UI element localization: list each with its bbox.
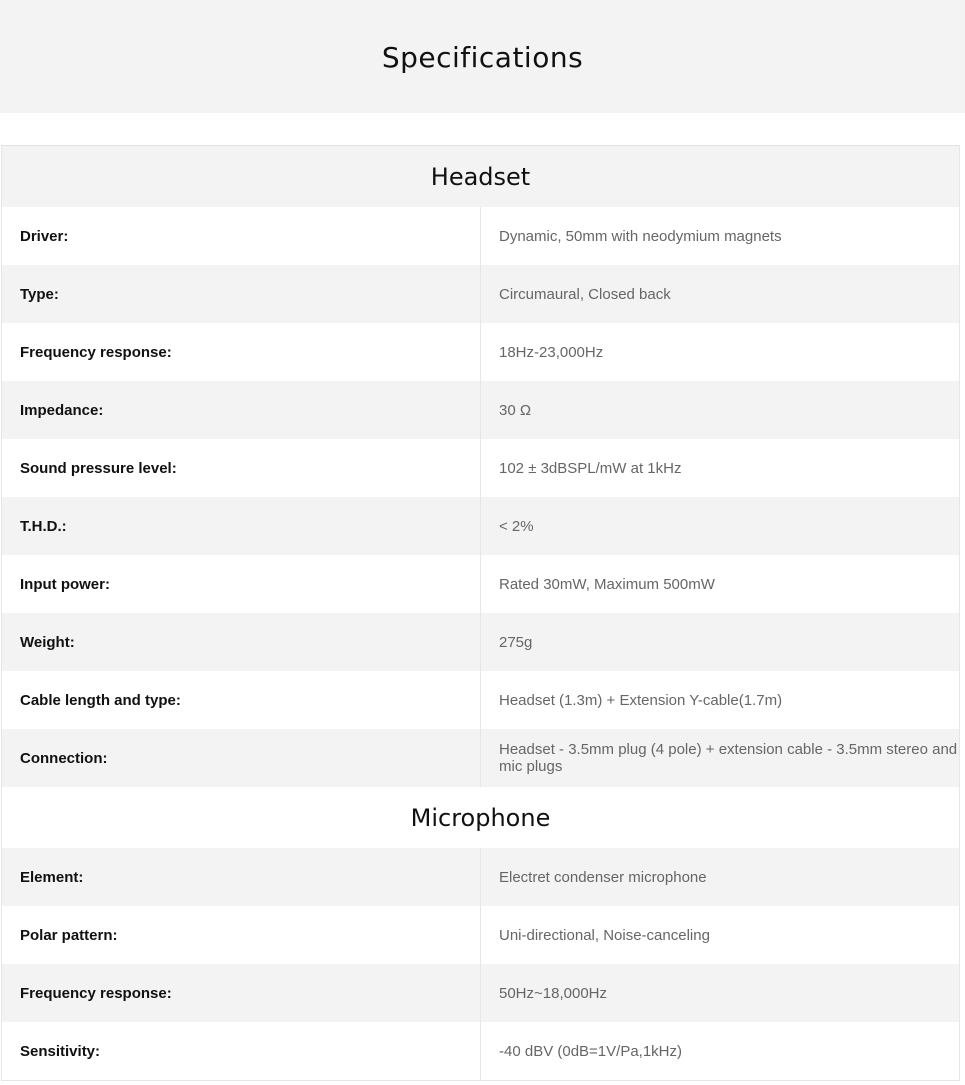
- section-title-headset: Headset: [2, 146, 960, 208]
- spec-label: Frequency response:: [2, 323, 481, 381]
- spec-label: Cable length and type:: [2, 671, 481, 729]
- spec-label: Connection:: [2, 729, 481, 787]
- spec-value: 50Hz~18,000Hz: [481, 964, 960, 1022]
- spec-value: < 2%: [481, 497, 960, 555]
- spec-row-sensitivity: [2, 1022, 960, 1081]
- spec-label: T.H.D.:: [2, 497, 481, 555]
- spec-label: Type:: [2, 265, 481, 323]
- spec-row-driver: [2, 207, 960, 265]
- spec-row-polar-pattern: [2, 906, 960, 964]
- spec-value: Headset - 3.5mm plug (4 pole) + extension cable - 3.5mm stereo and mic plugs: [481, 729, 960, 787]
- spec-row-frequency-response: [2, 323, 960, 381]
- section-title-microphone: Microphone: [2, 787, 960, 848]
- microphone-section: [2, 787, 960, 1081]
- spec-row-cable-length-type: [2, 671, 960, 729]
- spec-value: 18Hz-23,000Hz: [481, 323, 960, 381]
- spec-value: Electret condenser microphone: [481, 848, 960, 906]
- spec-row-type: [2, 265, 960, 323]
- spec-row-impedance: [2, 381, 960, 439]
- spec-value: 102 ± 3dBSPL/mW at 1kHz: [481, 439, 960, 497]
- spec-label: Sound pressure level:: [2, 439, 481, 497]
- spec-row-element: [2, 848, 960, 906]
- section-header-headset: [2, 146, 960, 208]
- spec-label: Element:: [2, 848, 481, 906]
- spec-row-thd: [2, 497, 960, 555]
- spec-value: Dynamic, 50mm with neodymium magnets: [481, 207, 960, 265]
- headset-section: [2, 146, 960, 788]
- spec-value: Circumaural, Closed back: [481, 265, 960, 323]
- spec-row-sound-pressure-level: [2, 439, 960, 497]
- spec-label: Polar pattern:: [2, 906, 481, 964]
- page-title: Specifications: [381, 41, 584, 74]
- spec-label: Weight:: [2, 613, 481, 671]
- specifications-table: [1, 145, 960, 1081]
- page-header: [0, 0, 965, 113]
- spec-value: Rated 30mW, Maximum 500mW: [481, 555, 960, 613]
- spec-label: Input power:: [2, 555, 481, 613]
- spec-value: 275g: [481, 613, 960, 671]
- spec-label: Sensitivity:: [2, 1022, 481, 1081]
- section-header-microphone: [2, 787, 960, 848]
- spec-value: Headset (1.3m) + Extension Y-cable(1.7m): [481, 671, 960, 729]
- spec-row-mic-frequency-response: [2, 964, 960, 1022]
- spec-row-input-power: [2, 555, 960, 613]
- spec-value: Uni-directional, Noise-canceling: [481, 906, 960, 964]
- spec-value: -40 dBV (0dB=1V/Pa,1kHz): [481, 1022, 960, 1081]
- spec-row-weight: [2, 613, 960, 671]
- spec-value: 30 Ω: [481, 381, 960, 439]
- spec-label: Driver:: [2, 207, 481, 265]
- spec-label: Impedance:: [2, 381, 481, 439]
- spec-label: Frequency response:: [2, 964, 481, 1022]
- spec-row-connection: [2, 729, 960, 787]
